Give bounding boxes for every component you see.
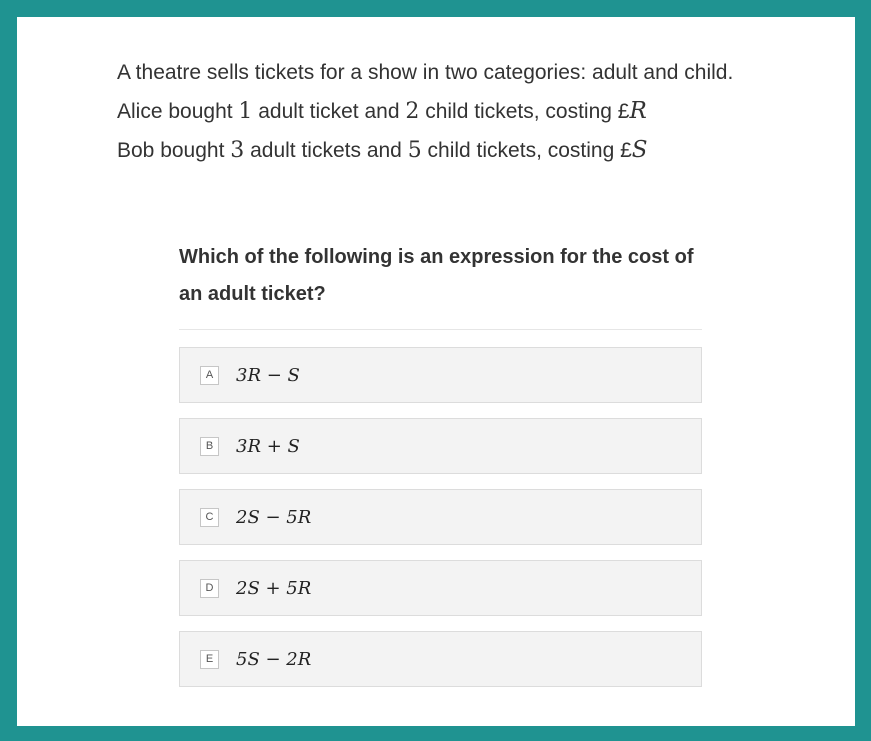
alice-text-2: adult ticket and [252, 100, 406, 123]
question-stem [117, 53, 797, 170]
option-expression-a: 3R − S [236, 364, 300, 386]
bob-text-2: adult tickets and [244, 139, 408, 162]
stem-line-intro: A theatre sells tickets for a show in two categories: adult and child. [117, 61, 734, 84]
option-letter-d: D [200, 579, 219, 598]
option-a[interactable] [179, 347, 702, 403]
option-letter-a: A [200, 366, 219, 385]
option-expression-e: 5S − 2R [236, 648, 312, 670]
bob-adult-count: 3 [230, 138, 245, 163]
answer-options [179, 347, 702, 702]
alice-text-1: Alice bought [117, 100, 239, 123]
question-prompt: Which of the following is an expression for the cost of an adult ticket? [179, 246, 694, 305]
option-letter-e: E [200, 650, 219, 669]
option-letter-c: C [200, 508, 219, 527]
bob-text-1: Bob bought [117, 139, 231, 162]
option-expression-c: 2S − 5R [236, 506, 312, 528]
option-letter-b: B [200, 437, 219, 456]
alice-cost-variable: R [629, 98, 647, 124]
stem-line-bob [117, 131, 797, 170]
option-e[interactable] [179, 631, 702, 687]
alice-text-3: child tickets, costing £ [419, 100, 630, 123]
option-expression-b: 3R + S [236, 435, 300, 457]
bob-cost-variable: S [631, 137, 648, 163]
question-card [17, 17, 855, 726]
divider [179, 329, 702, 330]
option-b[interactable] [179, 418, 702, 474]
option-expression-d: 2S + 5R [236, 577, 312, 599]
option-d[interactable] [179, 560, 702, 616]
alice-adult-count: 1 [238, 99, 253, 124]
bob-child-count: 5 [407, 138, 422, 163]
alice-child-count: 2 [405, 99, 420, 124]
stem-line-alice [117, 92, 797, 131]
bob-text-3: child tickets, costing £ [421, 139, 632, 162]
option-c[interactable] [179, 489, 702, 545]
